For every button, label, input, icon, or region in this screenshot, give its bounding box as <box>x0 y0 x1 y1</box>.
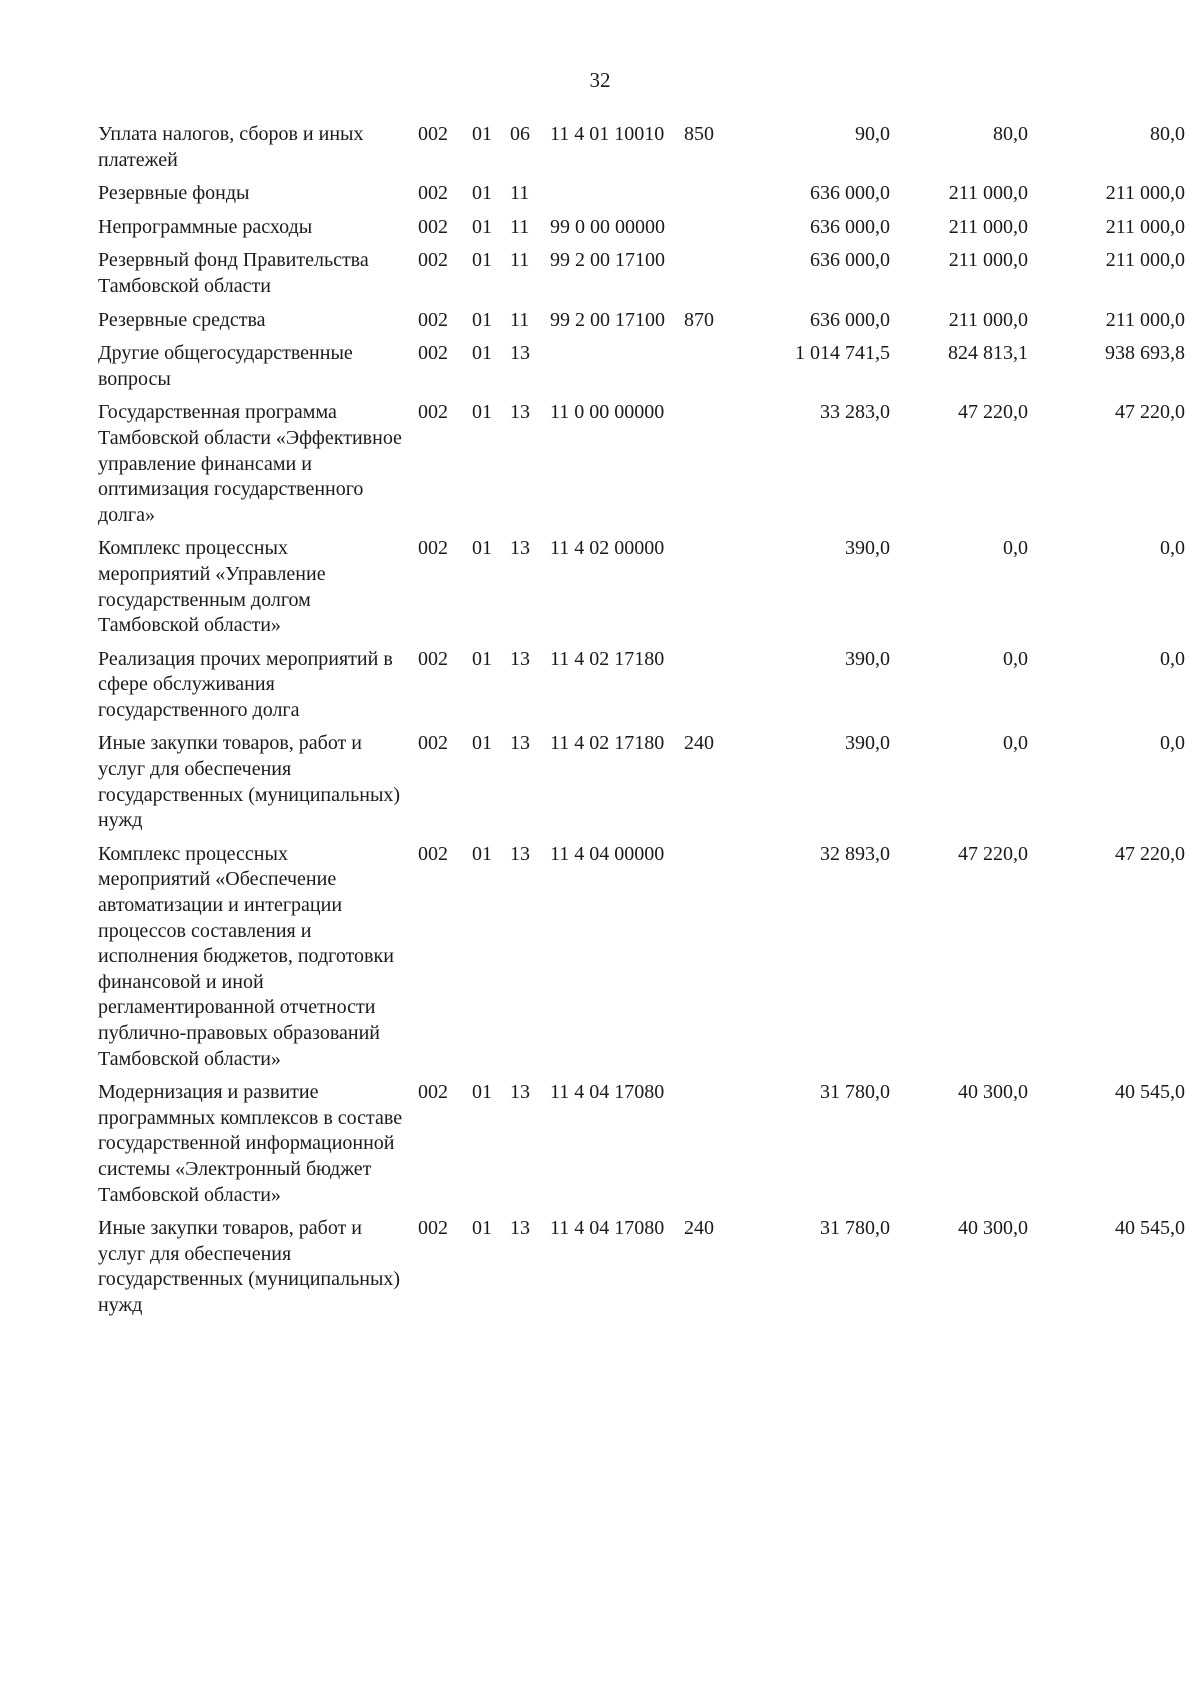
row-expense-type: 240 <box>684 1217 714 1240</box>
row-name: Государственная программа Тамбовской области «Эффективное управление финансами и оптимизация государственного долга» <box>98 401 402 526</box>
row-target-article: 11 4 01 10010 <box>550 123 665 145</box>
row-subsection-code: 11 <box>510 182 530 205</box>
row-section-code: 01 <box>472 308 492 331</box>
row-section-code: 01 <box>472 1081 492 1104</box>
row-name: Другие общегосударственные вопросы <box>98 342 353 390</box>
table-row <box>98 248 1185 307</box>
row-target-article: 11 4 02 17180 <box>550 732 665 755</box>
row-amount-year-3: 211 000,0 <box>1105 215 1185 238</box>
row-name: Резервный фонд Правительства Тамбовской области <box>98 249 369 297</box>
row-subsection-code: 13 <box>510 842 530 865</box>
row-amount-year-3: 40 545,0 <box>1115 1081 1185 1104</box>
row-expense-type: 870 <box>684 308 714 331</box>
row-expense-type <box>680 341 750 400</box>
row-amount-year-2: 40 300,0 <box>958 1081 1028 1104</box>
row-subsection-code: 11 <box>510 308 530 331</box>
row-target-article: 99 2 00 17100 <box>550 308 665 331</box>
row-section-code: 01 <box>472 215 492 238</box>
row-name: Комплекс процессных мероприятий «Обеспечение автоматизации и интеграции процессов составления и исполнения бюджетов, подготовки финансовой и иной регламентированной отчетности публично-правовых образований Тамбовской области» <box>98 842 394 1070</box>
row-amount-year-3: 211 000,0 <box>1105 182 1185 205</box>
row-amount-year-1: 390,0 <box>845 537 890 560</box>
row-expense-type <box>680 842 750 1080</box>
row-target-article: 99 0 00 00000 <box>550 215 665 238</box>
row-amount-year-1: 90,0 <box>855 123 890 145</box>
table-row <box>98 122 1185 181</box>
row-subsection-code: 13 <box>510 1217 530 1240</box>
row-grbs-code: 002 <box>418 647 448 670</box>
row-amount-year-3: 47 220,0 <box>1115 401 1185 424</box>
row-grbs-code: 002 <box>418 1217 448 1240</box>
row-expense-type <box>680 536 750 646</box>
row-amount-year-3: 211 000,0 <box>1105 249 1185 272</box>
row-amount-year-1: 1 014 741,5 <box>795 342 890 365</box>
row-amount-year-2: 80,0 <box>993 123 1028 145</box>
row-target-article: 99 2 00 17100 <box>550 249 665 272</box>
table-row <box>98 181 1185 215</box>
row-expense-type <box>680 1080 750 1216</box>
row-subsection-code: 06 <box>510 123 530 145</box>
row-amount-year-2: 211 000,0 <box>948 249 1028 272</box>
row-grbs-code: 002 <box>418 537 448 560</box>
row-subsection-code: 13 <box>510 1081 530 1104</box>
row-target-article: 11 4 04 00000 <box>550 842 665 865</box>
table-row <box>98 341 1185 400</box>
row-grbs-code: 002 <box>418 842 448 865</box>
row-target-article: 11 4 02 00000 <box>550 537 665 560</box>
row-grbs-code: 002 <box>418 732 448 755</box>
row-section-code: 01 <box>472 249 492 272</box>
row-expense-type: 240 <box>684 732 714 755</box>
row-amount-year-1: 31 780,0 <box>820 1081 890 1104</box>
row-target-article <box>540 181 680 215</box>
row-name: Реализация прочих мероприятий в сфере обслуживания государственного долга <box>98 647 393 721</box>
row-amount-year-1: 390,0 <box>845 732 890 755</box>
row-target-article: 11 4 04 17080 <box>550 1217 665 1240</box>
row-name: Резервные средства <box>98 308 266 331</box>
row-expense-type <box>680 181 750 215</box>
row-subsection-code: 13 <box>510 647 530 670</box>
row-grbs-code: 002 <box>418 182 448 205</box>
row-section-code: 01 <box>472 537 492 560</box>
row-name: Резервные фонды <box>98 182 250 205</box>
row-subsection-code: 13 <box>510 342 530 365</box>
budget-table <box>98 122 1185 1327</box>
row-subsection-code: 11 <box>510 215 530 238</box>
row-amount-year-3: 0,0 <box>1160 732 1185 755</box>
table-row <box>98 1080 1185 1216</box>
row-amount-year-3: 211 000,0 <box>1105 308 1185 331</box>
row-amount-year-3: 80,0 <box>1150 123 1185 145</box>
row-section-code: 01 <box>472 647 492 670</box>
row-grbs-code: 002 <box>418 401 448 424</box>
row-amount-year-2: 0,0 <box>1003 732 1028 755</box>
row-grbs-code: 002 <box>418 123 448 145</box>
row-grbs-code: 002 <box>418 1081 448 1104</box>
table-row <box>98 842 1185 1080</box>
row-expense-type <box>680 215 750 249</box>
row-grbs-code: 002 <box>418 249 448 272</box>
row-section-code: 01 <box>472 732 492 755</box>
row-amount-year-1: 33 283,0 <box>820 401 890 424</box>
row-amount-year-1: 636 000,0 <box>810 308 890 331</box>
row-name: Иные закупки товаров, работ и услуг для обеспечения государственных (муниципальных) нужд <box>98 732 401 832</box>
row-amount-year-2: 211 000,0 <box>948 308 1028 331</box>
table-row <box>98 308 1185 342</box>
row-expense-type <box>680 647 750 732</box>
row-name: Модернизация и развитие программных комплексов в составе государственной информационной системы «Электронный бюджет Тамбовской области» <box>98 1081 403 1206</box>
row-amount-year-2: 211 000,0 <box>948 215 1028 238</box>
table-row <box>98 647 1185 732</box>
row-section-code: 01 <box>472 182 492 205</box>
row-grbs-code: 002 <box>418 215 448 238</box>
row-amount-year-1: 390,0 <box>845 647 890 670</box>
row-amount-year-2: 824 813,1 <box>948 342 1028 365</box>
row-target-article: 11 4 02 17180 <box>550 647 665 670</box>
row-amount-year-1: 31 780,0 <box>820 1217 890 1240</box>
row-amount-year-3: 938 693,8 <box>1105 342 1185 365</box>
row-subsection-code: 11 <box>510 249 530 272</box>
row-section-code: 01 <box>472 401 492 424</box>
row-section-code: 01 <box>472 342 492 365</box>
row-expense-type <box>680 400 750 536</box>
row-target-article: 11 4 04 17080 <box>550 1081 665 1104</box>
row-section-code: 01 <box>472 842 492 865</box>
row-grbs-code: 002 <box>418 342 448 365</box>
row-target-article: 11 0 00 00000 <box>550 401 665 424</box>
row-amount-year-1: 636 000,0 <box>810 249 890 272</box>
row-grbs-code: 002 <box>418 308 448 331</box>
row-name: Иные закупки товаров, работ и услуг для обеспечения государственных (муниципальных) нужд <box>98 1217 401 1316</box>
row-subsection-code: 13 <box>510 401 530 424</box>
row-expense-type <box>680 248 750 307</box>
row-amount-year-1: 636 000,0 <box>810 182 890 205</box>
row-amount-year-1: 636 000,0 <box>810 215 890 238</box>
row-amount-year-2: 40 300,0 <box>958 1217 1028 1240</box>
row-subsection-code: 13 <box>510 537 530 560</box>
row-section-code: 01 <box>472 1217 492 1240</box>
row-amount-year-2: 211 000,0 <box>948 182 1028 205</box>
row-expense-type: 850 <box>684 123 714 145</box>
row-amount-year-3: 40 545,0 <box>1115 1217 1185 1240</box>
row-amount-year-3: 47 220,0 <box>1115 842 1185 865</box>
page-number: 32 <box>589 68 611 92</box>
row-amount-year-2: 47 220,0 <box>958 842 1028 865</box>
row-name: Уплата налогов, сборов и иных платежей <box>98 123 364 171</box>
row-name: Комплекс процессных мероприятий «Управление государственным долгом Тамбовской области» <box>98 537 326 637</box>
table-row <box>98 536 1185 646</box>
table-row <box>98 215 1185 249</box>
row-amount-year-2: 0,0 <box>1003 537 1028 560</box>
table-row <box>98 1216 1185 1326</box>
table-row <box>98 400 1185 536</box>
row-section-code: 01 <box>472 123 492 145</box>
row-target-article <box>540 341 680 400</box>
row-amount-year-1: 32 893,0 <box>820 842 890 865</box>
row-amount-year-3: 0,0 <box>1160 647 1185 670</box>
row-amount-year-2: 47 220,0 <box>958 401 1028 424</box>
row-name: Непрограммные расходы <box>98 215 313 238</box>
row-amount-year-3: 0,0 <box>1160 537 1185 560</box>
row-subsection-code: 13 <box>510 732 530 755</box>
row-amount-year-2: 0,0 <box>1003 647 1028 670</box>
table-row <box>98 731 1185 841</box>
